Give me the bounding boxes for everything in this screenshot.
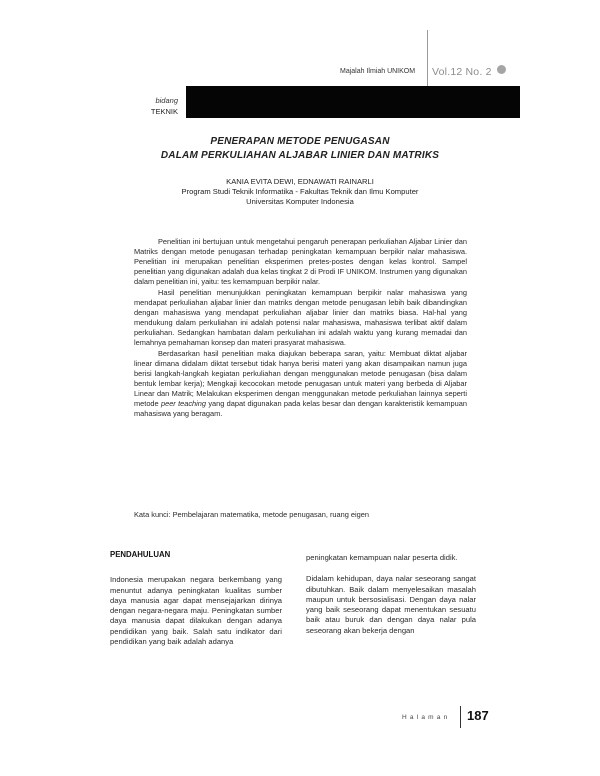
header-black-bar: [186, 86, 520, 118]
body-paragraph-right-2: Didalam kehidupan, daya nalar seseorang sangat dibutuhkan. Baik dalam menyelesaikan masalah maupun untuk bersosialisasi. Dengan daya nalar yang baik seseorang dapat menentukan sesuatu baik atau buruk dan dengan daya nalar pula seseorang akan bekerja dengan: [306, 574, 476, 635]
page-label: Halaman: [402, 714, 451, 721]
article-title-line-2: DALAM PERKULIAHAN ALJABAR LINIER DAN MATRIKS: [160, 150, 440, 161]
section-heading: PENDAHULUAN: [110, 550, 171, 559]
header-divider: [427, 30, 428, 90]
body-paragraph-right-1: peningkatan kemampuan nalar peserta didik.: [306, 553, 458, 562]
abstract-p3-text: Berdasarkan hasil penelitian maka diajukan beberapa saran, yaitu: Membuat diktat aljabar linear dimana didalam diktat tersebut tidak hanya berisi materi yang akan disampaikan namun juga berisi langkah-langkah kegiatan perkuliahan dengan menggunakan metode penugasan (bisa dalam bentuk lembar kerja); Mengkaji kecocokan metode penugasan untuk materi yang berbeda di Aljabar Linear dan Matrik; Melakukan eksperimen dengan menggunakan metode perkuliahan lainnya seperti metode: [134, 348, 467, 408]
page-number: 187: [467, 708, 489, 723]
abstract-paragraph-2: Hasil penelitian menunjukkan peningkatan kemampuan berpikir nalar mahasiswa yang mendapat perkuliahan aljabar linier dan matriks dengan metode penugasan lebih baik dibandingkan dengan mahasiswa yang mendapat perkuliahan aljabar linier dan matriks biasa. Hal-hal yang mendukung dalam perkuliahan ini adalah potensi nalar mahasiswa, mahasiswa terlibat aktif dalam perkuliahan. Sedangkan hambatan dalam perkuliahan ini adalah waktu yang kurang memadai dan lemahnya pemahaman konsep dan materi prasyarat mahasiswa.: [134, 287, 467, 347]
journal-volume: Vol.12 No. 2: [432, 66, 492, 78]
abstract: [134, 237, 467, 419]
footer-divider: [460, 706, 461, 728]
bullet-dot-icon: [497, 65, 506, 74]
affiliation-line-2: Universitas Komputer Indonesia: [246, 197, 354, 206]
journal-name: Majalah Ilmiah UNIKOM: [340, 68, 416, 75]
field-value: TEKNIK: [150, 107, 178, 116]
body-column-right: [306, 553, 476, 636]
field-label: bidang: [155, 96, 178, 105]
body-column-left: [110, 550, 282, 647]
abstract-paragraph-3: [134, 349, 467, 419]
body-paragraph-left: Indonesia merupakan negara berkembang yang menuntut adanya peningkatan kualitas sumber daya manusia agar dapat mensejajarkan dirinya dengan negara-negara maju. Peningkatan sumber daya manusia dapat dilakukan dengan adanya pendidikan yang baik. Salah satu indikator dari pendidikan yang baik adalah adanya: [110, 575, 282, 647]
article-title-line-1: PENERAPAN METODE PENUGASAN: [210, 136, 390, 147]
keywords: Kata kunci: Pembelajaran matematika, metode penugasan, ruang eigen: [134, 510, 370, 519]
abstract-p3-italic-term: peer teaching: [160, 398, 207, 408]
abstract-p3-text-end: yang dapat digunakan pada kelas besar dan dengan karakteristik kemampuan mahasiswa yang beragam.: [134, 398, 467, 418]
abstract-paragraph-1: Penelitian ini bertujuan untuk mengetahui pengaruh penerapan perkuliahan Aljabar Linier dan Matriks dengan metode penugasan terhadap peningkatan kemampuan berpikir nalar mahasiswa. Penelitian ini merupakan penelitian eksperimen pretes-postes dengan kelas kontrol. Sampel penelitian yang digunakan adalah dua kelas tingkat 2 di Prodi IF UNIKOM. Instrumen yang digunakan dalam penelitian ini, yaitu: tes kemampuan berpikir nalar.: [134, 237, 467, 287]
article-authors: KANIA EVITA DEWI, EDNAWATI RAINARLI: [226, 177, 374, 186]
affiliation-line-1: Program Studi Teknik Informatika - Fakultas Teknik dan Ilmu Komputer: [181, 187, 419, 196]
